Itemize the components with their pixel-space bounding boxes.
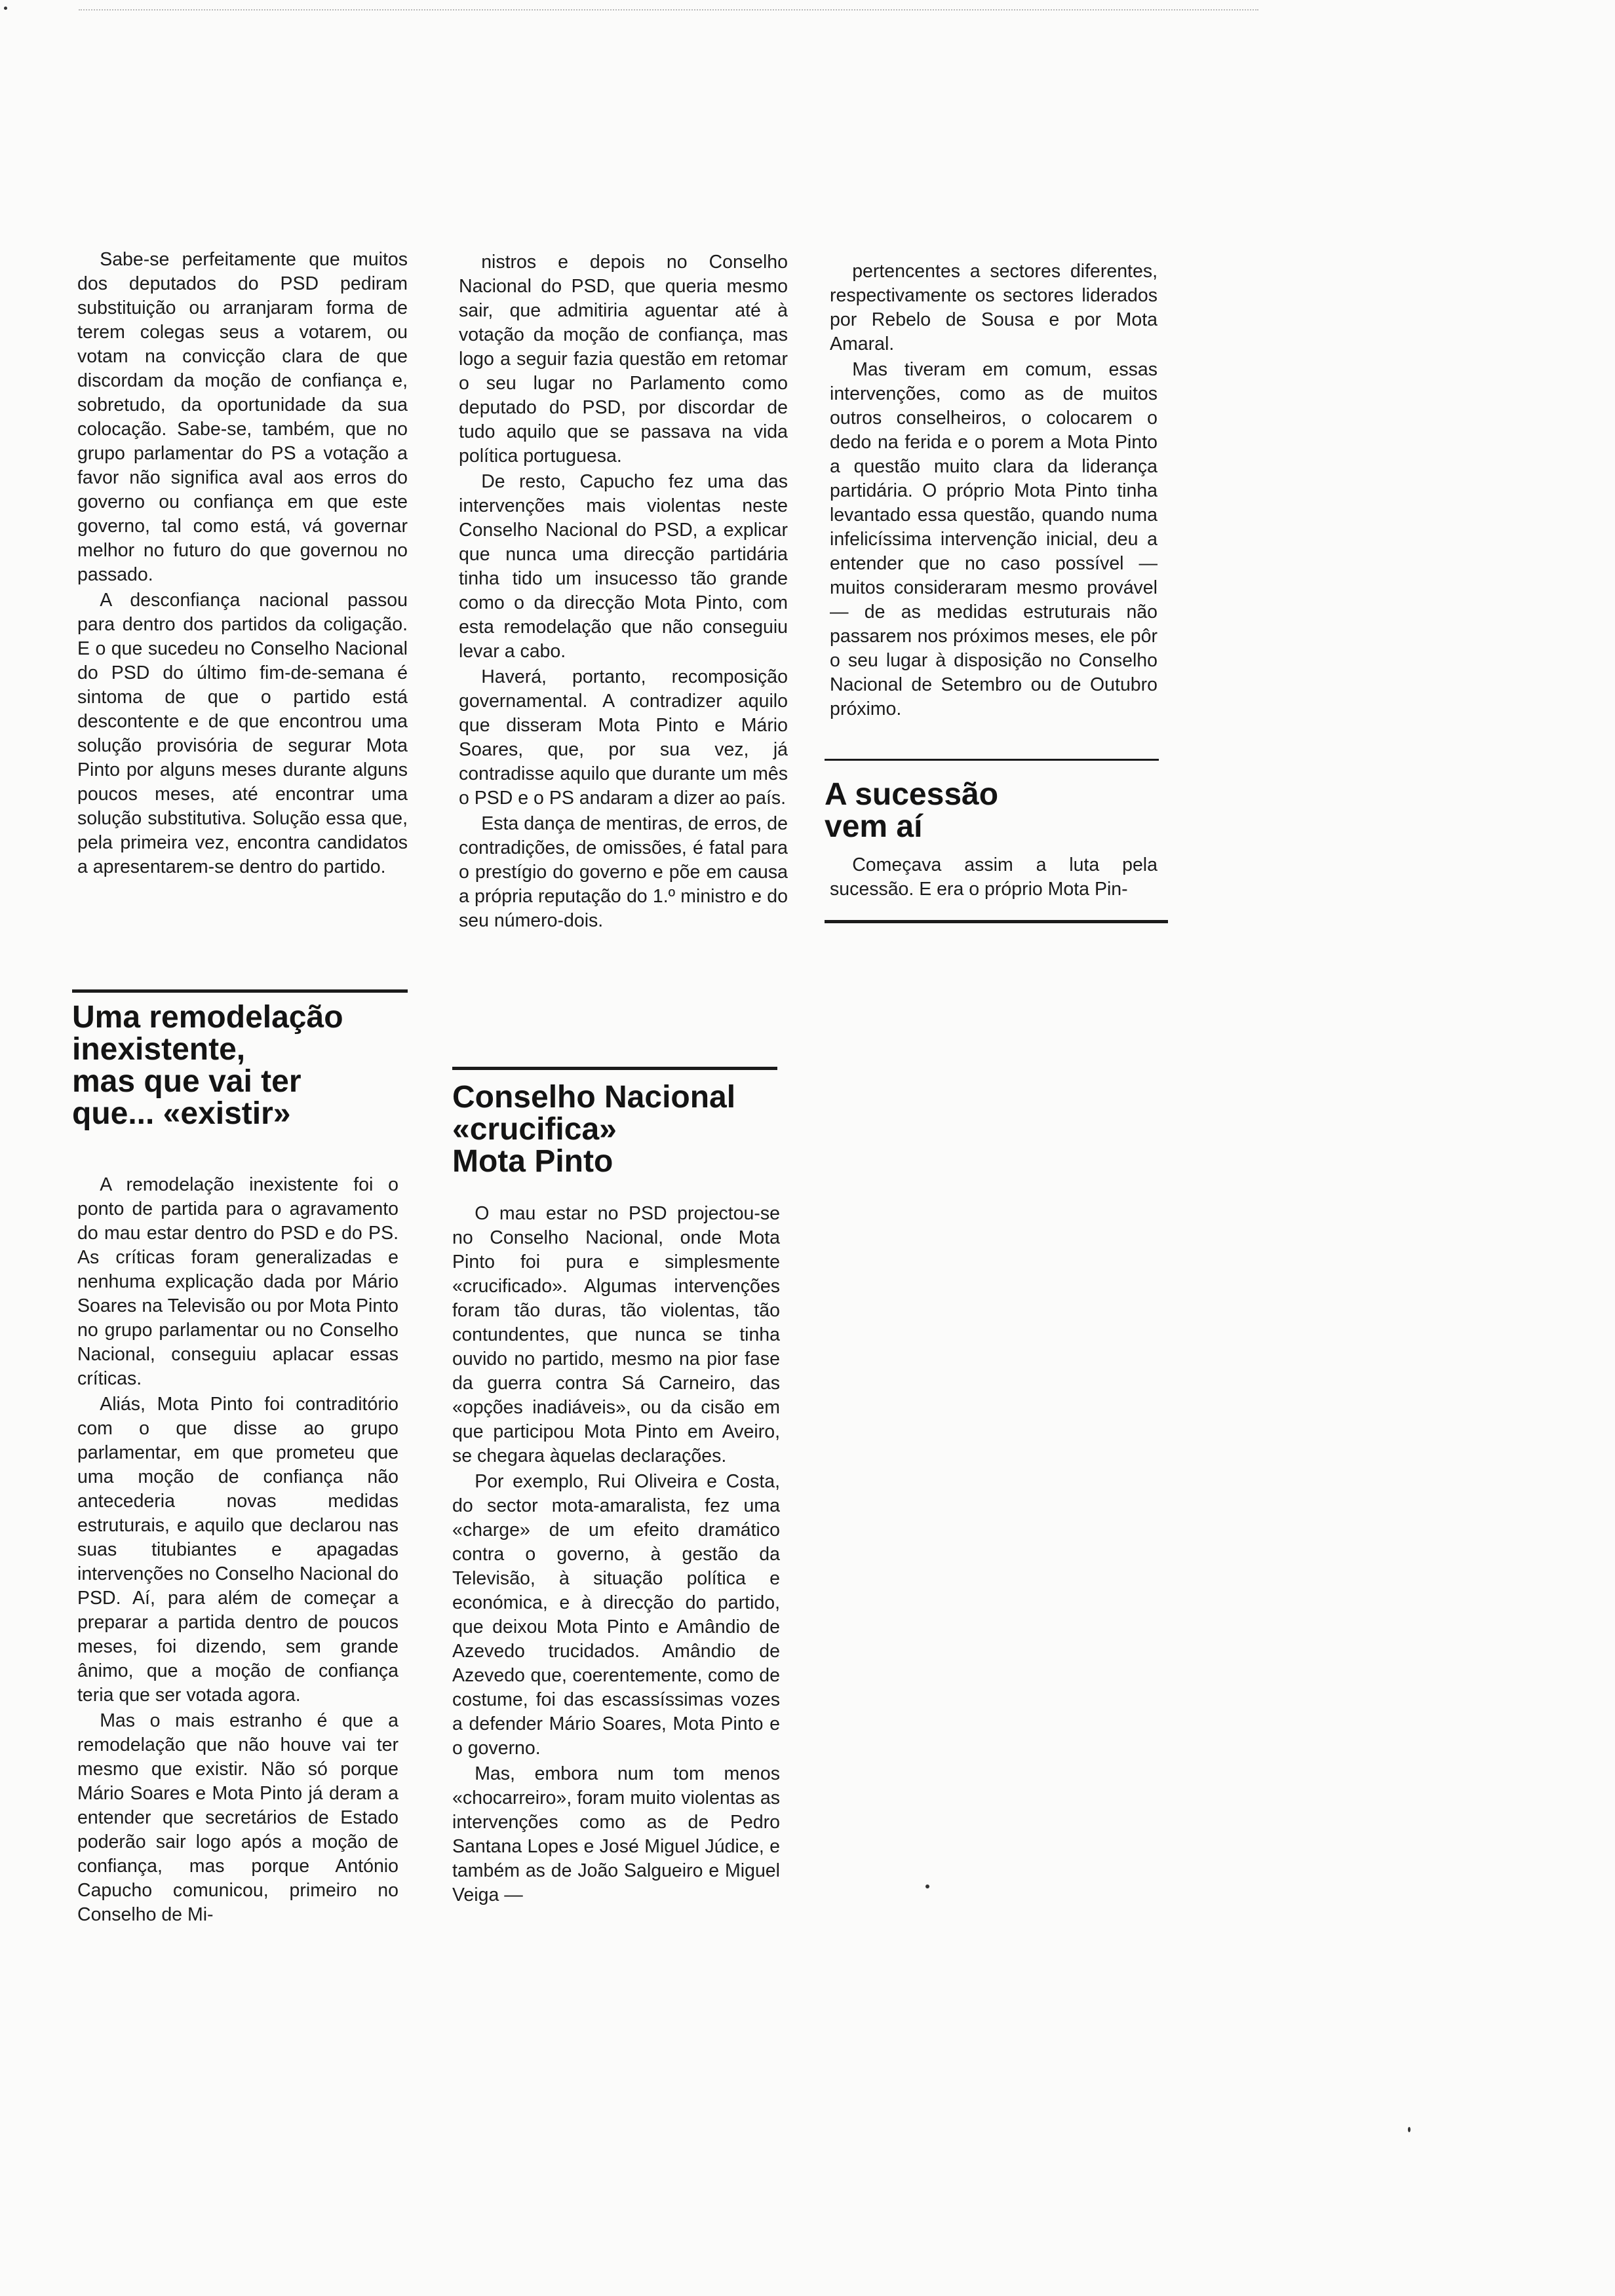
paragraph: Por exemplo, Rui Oliveira e Costa, do sector mota-amaralista, fez uma «charge» de um efeito dramático contra o governo, à gestão da Televisão, à situação política e económica, e à direcção do partido, que deixou Mota Pinto e Amândio de Azevedo trucidados. Amândio de Azevedo que, coerentemente, como de costume, foi das escassíssimas vozes a defender Mário Soares, Mota Pinto e o governo. [452,1471,780,1759]
paragraph: A remodelação inexistente foi o ponto de partida para o agravamento do mau estar dentro do PSD e do PS. As críticas foram generalizadas e nenhuma explicação dada por Mário Soares na Televisão ou por Mota Pinto no grupo parlamentar ou no Conselho Nacional, conseguiu aplacar essas críticas. [77,1174,399,1389]
paragraph: Mas o mais estranho é que a remodelação que não houve vai ter mesmo que existir. Não só porque Mário Soares e Mota Pinto já deram a entender que secretários de Estado poderão sair logo após a moção de confiança, mas porque António Capucho comunicou, primeiro no Conselho de Mi- [77,1710,399,1925]
paragraph: Haverá, portanto, recomposição governamental. A contradizer aquilo que disseram Mota Pinto e Mário Soares, que, por sua vez, já contradisse aquilo que durante um mês o PSD e o PS andaram a dizer ao país. [459,666,788,809]
paragraph: Mas tiveram em comum, essas intervenções, como as de muitos outros conselheiros, o colocarem o dedo na ferida e o porem a Mota Pinto a questão muito clara da liderança partidária. O próprio Mota Pinto tinha levantado essa questão, quando numa infelicíssima intervenção inicial, deu a entender que no caso possível — muitos consideraram mesmo provável — de as medidas estruturais não passarem nos próximos meses, ele pôr o seu lugar à disposição no Conselho Nacional de Setembro ou de Outubro próximo. [830,359,1158,719]
article-column-3 [830,259,1158,721]
headline-conselho-nacional: Conselho Nacional «crucifica» Mota Pinto [452,1080,736,1179]
paragraph: Esta dança de mentiras, de erros, de contradições, de omissões, é fatal para o prestígio do governo e põe em causa a própria reputação do 1.º ministro e do seu número-dois. [459,813,788,931]
paragraph: Aliás, Mota Pinto foi contraditório com o que disse ao grupo parlamentar, em que prometeu que uma moção de confiança não antecederia novas medidas estruturais, e aquilo que declarou nas suas titubiantes e apagadas intervenções no Conselho Nacional do PSD. Aí, para além de começar a preparar a partida dentro de poucos meses, foi dizendo, sem grande ânimo, que a moção de confiança teria que ser votada agora. [77,1394,399,1706]
paragraph: O mau estar no PSD projectou-se no Conselho Nacional, onde Mota Pinto foi pura e simplesmente «crucificado». Algumas intervenções foram tão duras, tão violentas, tão contundentes, que nunca se tinha ouvido no partido, mesmo na pior fase da guerra contra Sá Carneiro, das «opções inadiáveis», ou da cisão em que participou Mota Pinto em Aveiro, se chegara àquelas declarações. [452,1203,780,1466]
paragraph: De resto, Capucho fez uma das intervenções mais violentas neste Conselho Nacional do PSD, a explicar que nunca uma direcção partidária tinha tido um insucesso tão grande como o da direcção Mota Pinto, com esta remodelação que não conseguiu levar a cabo. [459,471,788,662]
scan-speck [4,7,7,10]
headline-remodelacao: Uma remodelação inexistente, mas que vai ter que... «existir» [72,1000,343,1131]
paragraph: Começava assim a luta pela sucessão. E era o próprio Mota Pin- [830,854,1158,900]
article-column-2 [459,250,788,933]
article-column-1-continued [77,1173,399,1927]
column-3-bottom-rule [825,920,1168,923]
column-1-rule [72,989,408,993]
scan-speck [925,1885,929,1888]
article-column-2-continued [452,1202,780,1907]
paragraph: Mas, embora num tom menos «chocarreiro», foram muito violentas as intervenções como as de Pedro Santana Lopes e José Miguel Júdice, e também as de João Salgueiro e Miguel Veiga — [452,1763,780,1905]
scan-dotted-edge [79,9,1258,13]
article-column-3-continued [830,853,1158,902]
column-2-rule [452,1067,777,1070]
paragraph: A desconfiança nacional passou para dentro dos partidos da coligação. E o que sucedeu no Conselho Nacional do PSD do último fim-de-semana é sintoma de que o partido está descontente e de que encontrou uma solução provisória de segurar Mota Pinto por alguns meses durante alguns poucos meses, até encontrar uma solução substitutiva. Solução essa que, pela primeira vez, encontra candidatos a apresentarem-se dentro do partido. [77,590,408,877]
paragraph: pertencentes a sectores diferentes, respectivamente os sectores liderados por Rebelo de Sousa e por Mota Amaral. [830,261,1158,354]
headline-sucessao: A sucessão vem aí [825,777,999,844]
paragraph: nistros e depois no Conselho Nacional do PSD, que queria mesmo sair, que admitiria aguentar até à votação da moção de confiança, mas logo a seguir fazia questão em retomar o seu lugar no Parlamento como deputado do PSD, por discordar de tudo aquilo que se passava na vida política portuguesa. [459,252,788,467]
scan-speck [1408,2127,1411,2132]
column-3-top-rule [825,759,1159,761]
article-column-1 [77,248,408,879]
paragraph: Sabe-se perfeitamente que muitos dos deputados do PSD pediram substituição ou arranjaram forma de terem colegas seus a votarem, ou votam na convicção clara de que discordam da moção de confiança e, sobretudo, da oportunidade da sua colocação. Sabe-se, também, que no grupo parlamentar do PS a votação a favor não significa aval aos erros do governo ou confiança em que este governo, tal como está, vá governar melhor no futuro do que governou no passado. [77,249,408,585]
